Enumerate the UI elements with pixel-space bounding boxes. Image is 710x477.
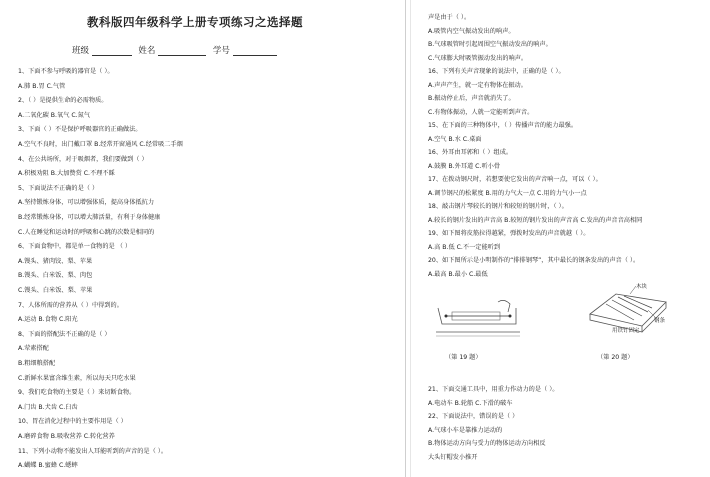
- question-line: B.馒头、白米饭、梨、肉包: [18, 272, 93, 280]
- figure-19-caption: （第 19 题）: [445, 354, 482, 361]
- question-line: A.馒头、猪肉饺、梨、苹果: [18, 257, 93, 265]
- question-line: 15、在下面的三种物体中，（ ）传播声音的能力最强。: [428, 122, 578, 129]
- question-line: 20、如下图所示是小明制作的“排排钢琴”，其中最长的钢条发出的声音（ ）。: [428, 257, 640, 264]
- question-line: 6、下面食物中，都是单一食物的是 （ ）: [18, 243, 132, 251]
- question-line: 8、下面的搭配法不正确的是（ ）: [18, 330, 111, 338]
- nail-label: 用铁钉固定: [612, 328, 640, 334]
- question-line: 17、在拨动钢尺时，若想要使它发出的声音响一点，可以（ ）。: [428, 176, 602, 183]
- question-line: A.较长的钢片发出的声音高 B.较短的钢片发出的声音高 C.发出的声音音高相同: [428, 216, 643, 224]
- question-line: 2、（ ）是提供生命的必需物质。: [18, 97, 108, 105]
- question-line: A.声声产生，就一定有物体在振动。: [428, 81, 527, 89]
- question-line: A.调节钢尺的松紧度 B.用的力气大一点 C.用的力气小一点: [428, 189, 587, 197]
- question-line: 22、下面说法中，错误的是（ ）: [428, 413, 519, 420]
- figure-20-caption: （第 20 题）: [597, 354, 634, 361]
- question-line: 1、下面不参与呼吸的器官是（ ）。: [18, 68, 114, 75]
- question-line: B.物体运动方向与受力的物体运动方向相反: [428, 440, 546, 447]
- id-label: 学号: [212, 46, 230, 56]
- question-line: A.吸管内空气振动发出的响声。: [428, 27, 515, 35]
- column-divider-shadow: [410, 0, 411, 477]
- question-line: B.气球吸管时引起周围空气振动发出的响声。: [428, 41, 552, 48]
- question-line: B.经常锻炼身体，可以增大肺活量，有利于身体健康: [18, 214, 161, 221]
- question-line: A.门齿 B.犬齿 C.臼齿: [18, 403, 78, 411]
- question-line: 4、在公共场所，对于吸烟者，我们要做到（ ）: [18, 155, 148, 163]
- question-line: 3、下面（ ）不是保护呼吸器官的正确做法。: [18, 126, 142, 134]
- question-line: A.蝴蝶 B.蜜蜂 C.蟋蟀: [18, 462, 78, 470]
- question-line: 16、下列有关声音现象的说法中，正确的是（ ）。: [428, 68, 565, 75]
- student-info-row: [72, 44, 281, 56]
- question-line: 10、胃在消化过程中的主要作用是（ ）: [18, 418, 127, 426]
- question-line: A.肺 B.胃 C.气管: [18, 82, 66, 90]
- question-line: 18、敲击钢片琴较长的钢片和较短的钢片时，（ ）。: [428, 203, 568, 210]
- class-blank[interactable]: [92, 46, 132, 56]
- question-line: A.气球小车是靠推力运动的: [428, 426, 503, 434]
- question-line: C.气球膨大时吸管振动发出的响声。: [428, 54, 528, 62]
- question-line: C.馒头、白米饭、梨、苹果: [18, 287, 93, 294]
- question-line: C.有物体振动，人就一定能听到声音。: [428, 108, 534, 116]
- question-line: C.新鲜水果富含维生素，所以每天只吃水果: [18, 374, 136, 382]
- question-line: 5、下面说法不正确的是（ ）: [18, 184, 99, 192]
- bar-label: 钢条: [654, 318, 666, 324]
- question-line: A.空气 B.水 C.桌面: [428, 135, 482, 143]
- question-line: 21、下面交通工具中，用重力作动力的是（ ）。: [428, 386, 559, 393]
- question-line: A.空气不良时，出门戴口罩 B.经常开窗通风 C.经常吸二手烟: [18, 141, 183, 148]
- question-line: 声是由于（ ）。: [428, 14, 471, 21]
- column-divider: [405, 0, 406, 477]
- question-line: C.人在睡觉和运动时的呼吸和心跳的次数是相同的: [18, 228, 155, 236]
- question-line: 7、人体所需的营养从（ ）中得到的。: [18, 301, 123, 309]
- question-line: A.磨碎食物 B.吸收营养 C.转化营养: [18, 433, 115, 440]
- name-blank[interactable]: [158, 46, 206, 56]
- id-blank[interactable]: [233, 46, 277, 56]
- question-line: A.最高 B.最小 C.最低: [428, 270, 488, 278]
- question-line: A.积极劝阻 B.大加赞赏 C.不理不睬: [18, 170, 115, 178]
- question-line: B.振动停止后，声音就消失了。: [428, 95, 515, 102]
- rubber-band-figure: [432, 298, 524, 346]
- question-line: A.高 B.低 C.不一定能听到: [428, 243, 501, 251]
- question-line: 大头钉帽发小推开: [428, 453, 478, 461]
- wood-label: 木块: [636, 284, 648, 290]
- question-line: 16、外耳由耳郭和（ ）组成。: [428, 149, 513, 156]
- question-line: A.荤素搭配: [18, 345, 49, 353]
- question-line: A.坚持锻炼身体，可以增强体质，提高身体抵抗力: [18, 199, 155, 207]
- question-line: B.粗细粮搭配: [18, 360, 56, 367]
- question-line: 19、如下图将皮筋拉得越紧，弹拨时发出的声音就越（ ）。: [428, 230, 590, 237]
- question-line: A.鼓膜 B.外耳道 C.听小骨: [428, 162, 501, 170]
- question-line: 11、下列小动物不能发出人耳能听到的声音的是（ ）。: [18, 447, 168, 455]
- name-label: 姓名: [138, 46, 156, 56]
- question-line: A.电动车 B.轮船 C.下滑的破车: [428, 399, 513, 407]
- question-line: 9、我们吃食物的主要是（ ）来切断食物。: [18, 389, 136, 397]
- class-label: 班级: [72, 46, 90, 56]
- page-title: 教科版四年级科学上册专项练习之选择题: [87, 15, 303, 29]
- question-line: A.运动 B.食物 C.阳光: [18, 316, 78, 324]
- question-line: A.二氧化碳 B.氧气 C.氮气: [18, 111, 91, 119]
